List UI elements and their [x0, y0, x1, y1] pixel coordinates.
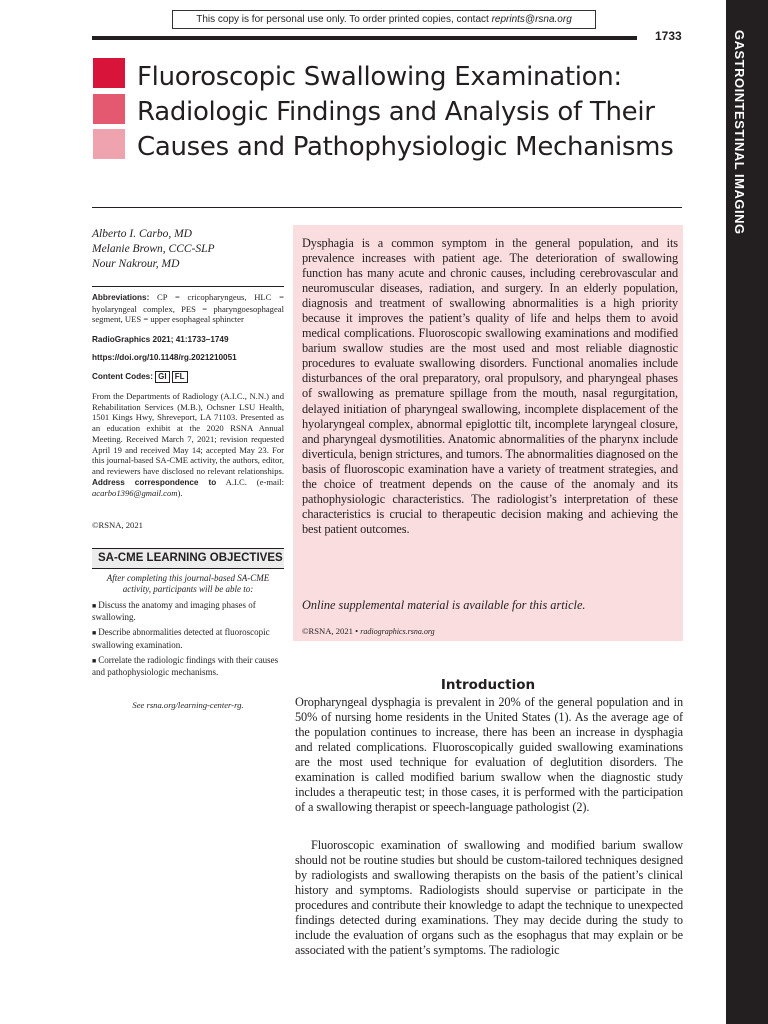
abbreviations-label: Abbreviations:: [92, 293, 150, 302]
square-bullet-icon: ■: [92, 602, 97, 610]
author-list: [92, 227, 215, 272]
objectives-intro: After completing this journal-based SA-CME activity, participants will be able to:: [106, 573, 270, 594]
correspondence-email[interactable]: acarbo1396@gmail.com: [92, 488, 178, 499]
content-codes-label: Content Codes:: [92, 372, 153, 381]
citation-text: RadioGraphics 2021; 41:1733–1749: [92, 335, 229, 344]
meta-rule-top: [92, 286, 284, 287]
affiliation: [92, 391, 284, 499]
abstract-text: Dysphagia is a common symptom in the general population, and its prevalence increases with patient age. The deterioration of swallowing function has many acute and chronic causes, including cerebrovascular and neuromuscular diseases, radiation, and surgery. In an elderly population, diagnosis and treatment of swallowing abnormalities is a high priority because it improves the patient’s quality of life and helps them to avoid medical complications. Fluoroscopic swallowing examinations and modified barium swallow studies are the most used and most reliable diagnostic procedures to evaluate swallowing disorders. Functional anomalies include disturbances of the oral preparatory, oral propulsory, and pharyngeal phases of swallowing as premature spillage from the mouth, nasal regurgitation, delayed initiation of pharyngeal swallowing, incomplete displacement of the hyolaryngeal complex, abnormal epiglottic tilt, incomplete laryngeal closure, and pharyngeal dysmotilities. Anatomic abnormalities of the pharynx include diverticula, benign strictures, and tumors. The abnormalities diagnosed on the basis of fluoroscopic examination have a variety of treatment strategies, and the choice of treatment depends on the cause of the anomaly and its pathophysiologic characteristics. The radiologist’s interpretation of these characteristics is crucial to therapeutic decision making and achieving the best patient outcomes.: [302, 236, 678, 536]
square-bullet-icon: ■: [92, 629, 97, 638]
reprint-email-link[interactable]: reprints@rsna.org: [491, 14, 572, 25]
introduction-paragraph: Fluoroscopic examination of swallowing and modified barium swallow should not be routine studies but should be custom-tailored techniques designed by radiologists and swallowing therapists on the basis of the patient’s clinical history and symptoms. Radiologists should supervise or participate in the procedures and contribute their knowledge to adapt the technique to unexpected findings detected during examinations. They may decide during the study to include the evaluation of organs such as the esophagus that may explain or be associated with the patient’s symptoms. The radiologic: [295, 838, 683, 958]
reprint-notice: [172, 10, 596, 29]
abstract-copyright: ©RSNA, 2021 • radiographics.rsna.org: [302, 626, 435, 636]
author: Nour Nakrour, MD: [92, 258, 180, 270]
title-rule: [92, 207, 682, 208]
accent-square-pink: [93, 129, 125, 159]
author: Melanie Brown, CCC-SLP: [92, 243, 215, 255]
content-code-badge: FL: [172, 371, 188, 383]
introduction-heading: Introduction: [440, 677, 536, 693]
objectives-see-also[interactable]: See rsna.org/learning-center-rg.: [132, 700, 244, 710]
reprint-notice-text: This copy is for personal use only. To order printed copies, contact: [196, 14, 492, 25]
doi: [92, 352, 284, 364]
affiliation-text: From the Departments of Radiology (A.I.C., N.N.) and Rehabilitation Services (M.B.), Ochsner LSU Health, 1501 Kings Hwy, Shreveport, LA 71103. Presented as an education exhibit at the 2020 RSNA Annual Meeting. Received March 7, 2021; revision requested April 19 and received May 14; accepted May 23. For this journal-based SA-CME activity, the authors, editor, and reviewers have disclosed no relevant relationships.: [92, 391, 284, 476]
supplemental-note: Online supplemental material is available for this article.: [302, 598, 586, 612]
correspondence-end: ).: [177, 488, 183, 499]
meta-copyright: ©RSNA, 2021: [92, 520, 143, 530]
accent-square-rose: [93, 94, 125, 124]
section-label: GASTROINTESTINAL IMAGING: [732, 30, 747, 235]
article-title: Fluoroscopic Swallowing Examination: Radiologic Findings and Analysis of Their Causes and Pathophysiologic Mechanisms: [137, 62, 674, 162]
accent-square-red: [93, 58, 125, 88]
objective-item: ■ Correlate the radiologic findings with their causes and pathophysiologic mechanisms.: [92, 654, 279, 678]
author: Alberto I. Carbo, MD: [92, 228, 192, 240]
correspondence-label: Address correspondence to: [92, 477, 217, 487]
objectives-heading: SA-CME LEARNING OBJECTIVES: [92, 548, 284, 569]
objective-item: ■ Discuss the anatomy and imaging phases of swallowing.: [92, 600, 256, 623]
journal-website-link[interactable]: radiographics.rsna.org: [360, 627, 435, 636]
content-codes: [92, 371, 284, 383]
abbreviations: [92, 292, 284, 325]
content-code-badge: GI: [155, 371, 169, 383]
square-bullet-icon: ■: [92, 656, 97, 665]
citation: [92, 334, 284, 346]
objective-item: ■ Describe abnormalities detected at fluoroscopic swallowing examination.: [92, 627, 270, 650]
abbreviations-text: CP = cricopharyngeus, HLC = hyolaryngeal complex, PES = pharyngoesophageal segment, UES = upper esophageal sphincter: [92, 292, 284, 325]
correspondence-text: A.I.C. (e-mail:: [216, 476, 284, 487]
header-rule: [92, 36, 637, 40]
introduction-paragraph: Oropharyngeal dysphagia is prevalent in 20% of the general population and in 50% of nursing home residents in the United States (1). As the average age of the population continues to increase, there has been an increase in dysphagia and related complications. Fluoroscopically guided swallowing examinations are the most used technique for evaluation of deglutition disorders. The examination is called modified barium swallow when the diagnostic study includes a therapeutic test; in those cases, it is performed with the participation of a swallowing therapist or speech-language pathologist (2).: [295, 695, 683, 815]
objectives-list: [92, 600, 284, 682]
doi-link[interactable]: https://doi.org/10.1148/rg.2021210051: [92, 353, 237, 362]
page-number: 1733: [655, 29, 682, 43]
